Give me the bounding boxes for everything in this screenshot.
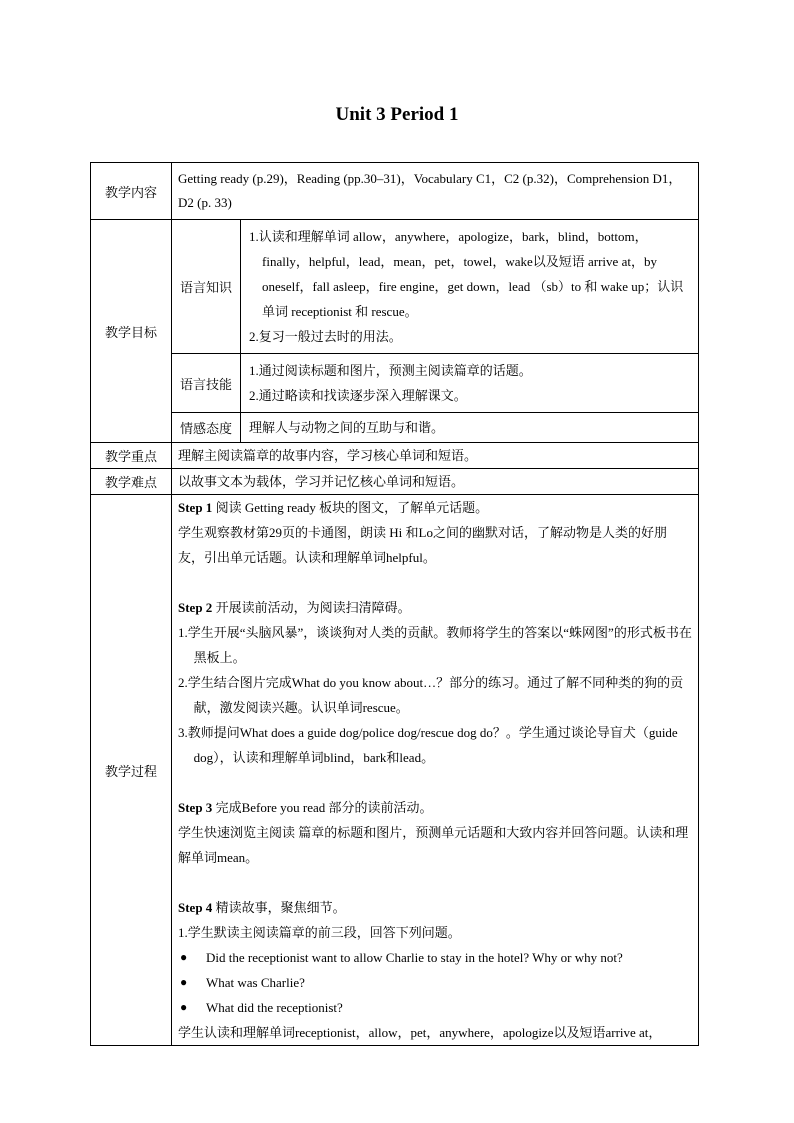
language-knowledge-cell [241,220,699,354]
content-cell [172,163,699,220]
step2-item2: 2.学生结合图片完成What do you know about…？部分的练习。通过了解不同种类的狗的贡献，激发阅读兴趣。认识单词rescue。 [178,675,684,715]
question-item [178,995,692,1020]
content-label: 教学内容 [91,163,172,220]
question-text: What was Charlie? [206,975,305,990]
language-knowledge-line1: 1.认读和理解单词 allow，anywhere，apologize，bark，blind，bottom，finally，helpful，lead，mean，pet，towel，wake以及短语 arrive at，by oneself，fall asleep，fire engine，get down，lead （sb）to 和 wake up；认识单词 receptionist 和 rescue。 [249,229,684,319]
question-text: What did the receptionist? [206,1000,343,1015]
step4-heading [178,895,692,920]
attitude-label: 情感态度 [172,413,241,443]
bullet-icon: ● [180,1000,188,1014]
objective-knowledge-row [91,220,699,354]
process-label: 教学过程 [91,495,172,1046]
spacer [178,770,692,795]
difficulties-row [91,469,699,495]
step4-title: 精读故事，聚焦细节。 [212,900,346,915]
process-row [91,495,699,1046]
step3-body: 学生快速浏览主阅读 篇章的标题和图片，预测单元话题和大致内容并回答问题。认读和理解单词mean。 [178,825,689,865]
step2-number: Step 2 [178,600,213,615]
key-points-text: 理解主阅读篇章的故事内容，学习核心单词和短语。 [178,448,478,463]
content-row [91,163,699,220]
step2-item1: 1.学生开展“头脑风暴”，谈谈狗对人类的贡献。教师将学生的答案以“蛛网图”的形式板书在黑板上。 [178,625,692,665]
language-skills-cell [241,354,699,413]
step1-title: 阅读 Getting ready 板块的图文，了解单元话题。 [212,500,489,515]
page-title: Unit 3 Period 1 [335,104,459,125]
question-item [178,970,692,995]
difficulties-cell [172,469,699,495]
step2-title: 开展读前活动，为阅读扫清障碍。 [212,600,411,615]
objective-skills-row [91,354,699,413]
key-points-label: 教学重点 [91,443,172,469]
step2-item3: 3.教师提问What does a guide dog/police dog/rescue dog do？。学生通过谈论导盲犬（guide dog），认读和理解单词blind，bark和lead。 [178,725,678,765]
language-knowledge-line2: 2.复习一般过去时的用法。 [249,329,402,344]
spacer [178,870,692,895]
content-text: Getting ready (p.29)，Reading (pp.30–31)，Vocabulary C1，C2 (p.32)，Comprehension D1，D2 (p. 33) [178,171,682,210]
step4-number: Step 4 [178,900,213,915]
attitude-text: 理解人与动物之间的互助与和谐。 [249,420,445,435]
step4-tail: 学生认读和理解单词receptionist，allow，pet，anywhere，apologize以及短语arrive at， [178,1025,662,1040]
objective-attitude-row [91,413,699,443]
step4-intro: 1.学生默读主阅读篇章的前三段，回答下列问题。 [178,925,461,940]
lesson-plan-table [90,162,699,1046]
step1-heading [178,495,692,520]
difficulties-text: 以故事文本为载体，学习并记忆核心单词和短语。 [178,474,465,489]
difficulties-label: 教学难点 [91,469,172,495]
step3-number: Step 3 [178,800,213,815]
bullet-icon: ● [180,950,188,964]
step3-heading [178,795,692,820]
language-skills-line2: 2.通过略读和找读逐步深入理解课文。 [249,388,467,403]
question-text: Did the receptionist want to allow Charlie to stay in the hotel? Why or why not? [206,950,623,965]
spacer [178,570,692,595]
language-knowledge-label: 语言知识 [172,220,241,354]
question-item [178,945,692,970]
step3-title: 完成Before you read 部分的读前活动。 [212,800,433,815]
process-cell [172,495,699,1046]
bullet-icon: ● [180,975,188,989]
step1-number: Step 1 [178,500,213,515]
key-points-cell [172,443,699,469]
language-skills-label: 语言技能 [172,354,241,413]
objectives-label: 教学目标 [91,220,172,443]
language-skills-line1: 1.通过阅读标题和图片，预测主阅读篇章的话题。 [249,363,532,378]
step1-body: 学生观察教材第29页的卡通图，朗读 Hi 和Lo之间的幽默对话，了解动物是人类的好朋友，引出单元话题。认读和理解单词helpful。 [178,525,667,565]
attitude-cell [241,413,699,443]
key-points-row [91,443,699,469]
step2-heading [178,595,692,620]
